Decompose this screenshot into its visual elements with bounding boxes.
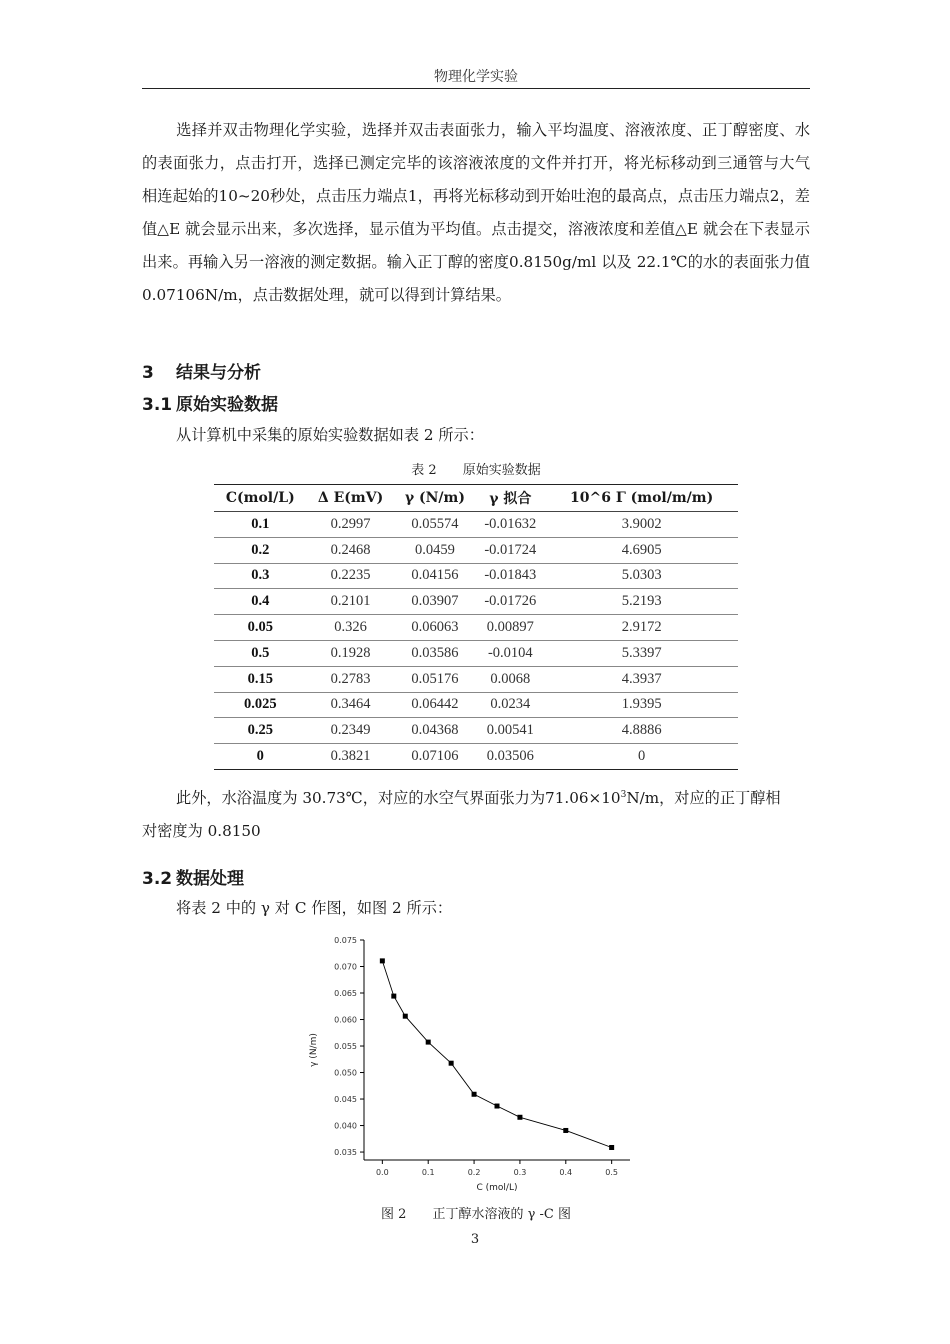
x-tick-label: 0.0	[375, 1168, 389, 1177]
y-tick-label: 0.045	[334, 1095, 357, 1105]
section-3-1-lead: 从计算机中采集的原始实验数据如表 2 所示：	[176, 426, 484, 444]
data-point	[517, 1115, 522, 1120]
col-header: γ (N/m)	[395, 485, 476, 512]
y-tick-label: 0.065	[334, 989, 357, 999]
data-point	[426, 1040, 431, 1045]
table-row: 0.15 0.2783 0.05176 0.0068 4.3937	[214, 666, 738, 692]
page-number: 3	[470, 1232, 480, 1247]
table-header-row	[214, 485, 738, 512]
table-row: 0.3 0.2235 0.04156 -0.01843 5.0303	[214, 563, 738, 589]
data-point	[449, 1061, 454, 1066]
table-caption: 表 2 原始实验数据	[411, 463, 541, 478]
y-tick-label: 0.040	[334, 1121, 357, 1131]
running-header: 物理化学实验	[434, 69, 518, 85]
section-3-heading: 3 结果与分析	[142, 363, 261, 383]
data-point	[391, 994, 396, 999]
y-tick-label: 0.060	[334, 1015, 357, 1025]
after-table-line-2: 对密度为 0.8150	[142, 822, 261, 840]
table-row: 0.25 0.2349 0.04368 0.00541 4.8886	[214, 718, 738, 744]
section-3-1-heading: 3.1 原始实验数据	[142, 395, 278, 415]
x-tick-label: 0.2	[467, 1168, 481, 1177]
section-3-2-lead: 将表 2 中的 γ 对 C 作图，如图 2 所示：	[176, 899, 453, 917]
table-row: 0 0.3821 0.07106 0.03506 0	[214, 744, 738, 770]
table-row: 0.2 0.2468 0.0459 -0.01724 4.6905	[214, 537, 738, 563]
table-row: 0.1 0.2997 0.05574 -0.01632 3.9002	[214, 512, 738, 538]
y-tick-label: 0.055	[334, 1042, 357, 1052]
x-axis-label: C (mol/L)	[476, 1183, 518, 1193]
col-header: γ 拟合	[475, 485, 545, 512]
figure-caption: 图 2 正丁醇水溶液的 γ -C 图	[381, 1207, 571, 1222]
x-tick-label: 0.1	[421, 1168, 435, 1177]
col-header: C(mol/L)	[214, 485, 307, 512]
table-row: 0.025 0.3464 0.06442 0.0234 1.9395	[214, 692, 738, 718]
data-point	[472, 1092, 477, 1097]
intro-text: 选择并双击物理化学实验，选择并双击表面张力，输入平均温度、溶液浓度、正丁醇密度、水的表面张力，点击打开，选择已测定完毕的该溶液浓度的文件并打开，将光标移动到三通管与大气相连起始的10~20秒处，点击压力端点1，再将光标移动到开始吐泡的最高点，点击压力端点2，差值△E 就会显示出来，多次选择，显示值为平均值。点击提交，溶液浓度和差值△E 就会在下表显示出来。再输入另一溶液的测定数据。输入正丁醇的密度0.8150g/ml 以及 22.1℃的水的表面张力值 0.07106N/m，点击数据处理，就可以得到计算结果。	[142, 121, 810, 304]
x-tick-label: 0.3	[513, 1168, 527, 1177]
data-point	[403, 1014, 408, 1019]
chart-svg	[300, 928, 640, 1196]
y-tick-label: 0.070	[334, 962, 357, 972]
intro-paragraph	[142, 114, 810, 312]
section-3-2-heading: 3.2 数据处理	[142, 869, 244, 889]
data-point	[609, 1145, 614, 1150]
data-point	[563, 1128, 568, 1133]
y-tick-label: 0.035	[334, 1148, 357, 1158]
series-line	[382, 961, 611, 1148]
data-point	[495, 1104, 500, 1109]
table-row: 0.4 0.2101 0.03907 -0.01726 5.2193	[214, 589, 738, 615]
x-tick-label: 0.5	[605, 1168, 619, 1177]
col-header: Δ E(mV)	[307, 485, 395, 512]
data-point	[380, 958, 385, 963]
x-tick-label: 0.4	[559, 1168, 573, 1177]
header-rule	[142, 88, 810, 89]
y-tick-label: 0.075	[334, 936, 357, 945]
gamma-c-chart	[300, 928, 640, 1196]
y-tick-label: 0.050	[334, 1068, 357, 1078]
table-row: 0.5 0.1928 0.03586 -0.0104 5.3397	[214, 640, 738, 666]
col-header: 10^6 Γ (mol/m/m)	[545, 485, 738, 512]
after-table-line-1: 此外，水浴温度为 30.73℃，对应的水空气界面张力为$71.06\times 10^3N/m$，对应的正丁醇相	[176, 789, 781, 807]
raw-data-table	[214, 484, 738, 770]
y-axis-label: γ (N/m)	[309, 1033, 319, 1067]
table-row: 0.05 0.326 0.06063 0.00897 2.9172	[214, 615, 738, 641]
